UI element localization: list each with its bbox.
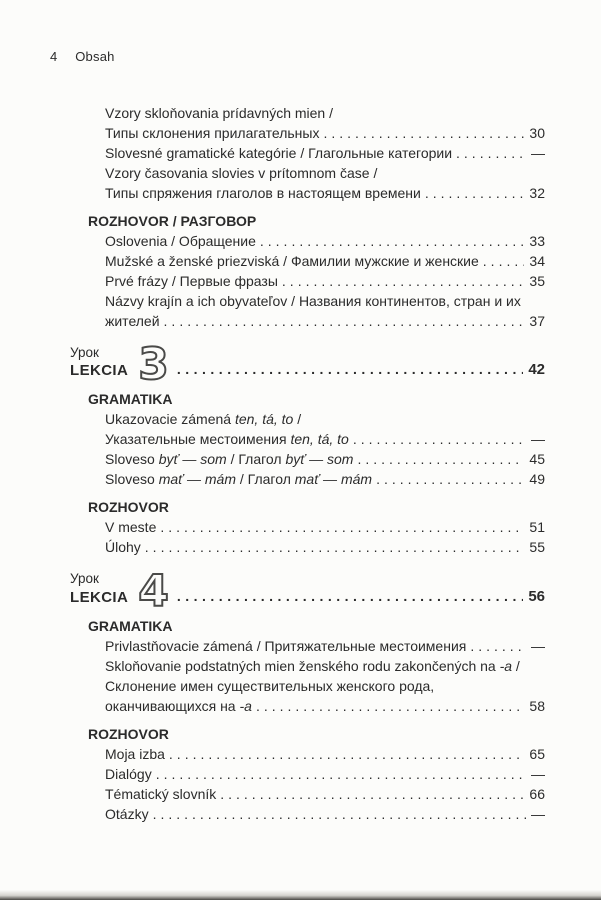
toc-entry-italic-text: byť — som <box>158 451 227 468</box>
toc-section-heading: ROZHOVOR <box>88 499 169 516</box>
toc-entry-segment: / Глагол <box>226 451 286 468</box>
toc-entry-italic-text: -a <box>499 657 513 674</box>
entry-page-number: 49 <box>529 471 545 488</box>
entry-page-number: 55 <box>529 539 545 556</box>
toc-entry-segment: Prvé frázy / Первые фразы <box>105 273 278 289</box>
toc-entry-segment: Privlastňovacie zámená / Притяжательные местоимения <box>105 637 467 654</box>
entry-page-number: 32 <box>529 185 545 201</box>
dotted-leader <box>353 429 526 449</box>
toc-entry-line <box>105 676 545 696</box>
dotted-leader <box>376 469 524 489</box>
toc-section-heading: GRAMATIKA <box>88 617 173 634</box>
dotted-leader <box>282 271 525 291</box>
toc-entry-line <box>105 311 545 331</box>
toc-entry-text <box>105 537 141 557</box>
toc-entry-segment: Типы склонения прилагательных <box>105 125 320 141</box>
dotted-leader <box>169 744 525 764</box>
toc-entry-line <box>105 784 545 804</box>
entry-page-number: — <box>531 145 545 161</box>
toc-entry-text <box>105 429 349 449</box>
lekcia-number: 3 <box>138 339 169 391</box>
toc-entry-text <box>105 291 521 311</box>
lekcia-heading-row <box>70 339 545 391</box>
toc-entry-line <box>105 291 545 311</box>
toc-entry-text <box>105 784 216 804</box>
lekcia-label-ru: Урок <box>70 571 99 587</box>
toc-entry-line <box>105 696 545 716</box>
toc-entry-segment: Vzory skloňovania prídavných mien / <box>105 105 333 121</box>
toc-entry-text <box>105 744 165 764</box>
toc-entry-line <box>105 183 545 203</box>
toc-entry-text <box>105 804 149 824</box>
lekcia-labels <box>70 570 128 606</box>
lekcia-label-sk: LEKCIA <box>70 362 129 380</box>
dotted-leader <box>177 586 523 607</box>
toc-entry-text <box>105 517 156 537</box>
toc-entry-segment: Ukazovacie zámená <box>105 411 235 428</box>
entry-page-number: 33 <box>529 233 545 249</box>
page-header <box>50 49 115 64</box>
toc-list <box>70 103 545 824</box>
toc-entry-segment: Типы спряжения глаголов в настоящем времени <box>105 185 421 201</box>
toc-entry-italic-text: -a <box>239 697 252 714</box>
toc-entry-line <box>105 409 545 429</box>
toc-entry-line <box>105 251 545 271</box>
toc-entry-line <box>105 656 545 676</box>
toc-entry-line <box>105 469 545 489</box>
dotted-leader <box>145 537 525 557</box>
toc-entry-segment: Názvy krajín a ich obyvateľov / Названия континентов, стран и их <box>105 293 521 309</box>
toc-entry-segment: / <box>293 411 302 428</box>
toc-entry-segment: Указательные местоимения <box>105 431 291 448</box>
toc-entry-line <box>105 163 545 183</box>
toc-entry-text <box>105 103 333 123</box>
toc-entry-text <box>105 764 152 784</box>
toc-entry-line <box>105 271 545 291</box>
dotted-leader <box>470 636 526 656</box>
lekcia-page-number: 42 <box>528 361 545 379</box>
toc-entry-line <box>105 231 545 251</box>
toc-entry-text <box>105 143 452 163</box>
toc-entry-segment: Otázky <box>105 805 149 822</box>
entry-page-number: — <box>531 765 545 782</box>
page-bottom-edge <box>0 890 601 900</box>
lekcia-number: 4 <box>138 565 169 617</box>
entry-page-number: 35 <box>529 273 545 289</box>
dotted-leader <box>357 449 524 469</box>
toc-entry-text <box>105 163 377 183</box>
toc-entry-line <box>105 143 545 163</box>
toc-entry-italic-text: ten, tá, to <box>290 431 349 448</box>
toc-entry-text <box>105 271 278 291</box>
dotted-leader <box>456 143 526 163</box>
toc-entry-segment: Sloveso <box>105 451 159 468</box>
entry-page-number: 66 <box>529 785 545 802</box>
toc-entry-italic-text: mať — mám <box>158 471 236 488</box>
toc-entry-line <box>105 103 545 123</box>
toc-entry-segment: Склонение имен существительных женского рода, <box>105 677 435 694</box>
toc-entry-segment: Oslovenia / Обращение <box>105 233 256 249</box>
toc-entry-text <box>105 311 160 331</box>
toc-entry-text <box>105 231 256 251</box>
lekcia-page-number: 56 <box>528 587 545 605</box>
toc-entry-text <box>105 449 353 469</box>
dotted-leader <box>323 123 524 143</box>
dotted-leader <box>164 311 525 331</box>
toc-entry-text <box>105 656 520 676</box>
dotted-leader <box>153 804 526 824</box>
toc-entry-line <box>105 123 545 143</box>
toc-entry-line <box>105 449 545 469</box>
toc-entry-text <box>105 183 421 203</box>
entry-page-number: 51 <box>529 519 545 536</box>
toc-entry-text <box>105 469 372 489</box>
toc-entry-line <box>105 429 545 449</box>
dotted-leader <box>425 183 525 203</box>
toc-entry-segment: Mužské a ženské priezviská / Фамилии мужские и женские <box>105 253 479 269</box>
entry-page-number: — <box>531 637 545 654</box>
entry-page-number: 30 <box>529 125 545 141</box>
dotted-leader <box>156 764 526 784</box>
toc-entry-line <box>105 517 545 537</box>
dotted-leader <box>483 251 525 271</box>
lekcia-label-ru: Урок <box>70 345 99 360</box>
entry-page-number: 37 <box>529 313 545 329</box>
toc-entry-segment: жителей <box>105 313 160 329</box>
lekcia-heading-row <box>70 565 545 617</box>
toc-entry-segment: Slovesné gramatické kategórie / Глагольные категории <box>105 145 453 161</box>
toc-section-heading: ROZHOVOR / РАЗГОВОР <box>88 213 257 229</box>
toc-entry-italic-text: byť — som <box>285 451 354 468</box>
toc-entry-line <box>105 744 545 764</box>
toc-entry-segment: оканчивающихся на <box>105 697 240 714</box>
toc-entry-line <box>105 764 545 784</box>
toc-entry-segment: Moja izba <box>105 745 165 762</box>
toc-entry-italic-text: ten, tá, to <box>234 411 294 428</box>
toc-entry-line <box>105 636 545 656</box>
dotted-leader <box>256 696 524 716</box>
page-header-title: Obsah <box>75 49 115 64</box>
toc-entry-text <box>105 636 466 656</box>
toc-entry-segment: V meste <box>105 519 157 536</box>
entry-page-number: 65 <box>529 745 545 762</box>
toc-entry-segment: Dialógy <box>105 765 152 782</box>
toc-section-heading: ROZHOVOR <box>88 725 169 742</box>
entry-page-number: 34 <box>529 253 545 269</box>
toc-entry-text <box>105 123 319 143</box>
toc-entry-line <box>105 804 545 824</box>
toc-entry-line <box>105 537 545 557</box>
toc-section-heading: GRAMATIKA <box>88 391 173 408</box>
toc-entry-text <box>105 251 479 271</box>
toc-entry-text <box>105 696 252 716</box>
toc-entry-italic-text: mať — mám <box>294 471 373 488</box>
toc-entry-segment: Úlohy <box>105 539 141 556</box>
toc-entry-segment: Sloveso <box>105 471 159 488</box>
toc-entry-segment: Skloňovanie podstatných mien ženského rodu zakončených na <box>105 657 500 674</box>
lekcia-labels <box>70 344 128 380</box>
dotted-leader <box>160 517 524 537</box>
toc-entry-segment: / Глагол <box>236 471 295 488</box>
entry-page-number: 45 <box>529 451 545 468</box>
toc-entry-segment: Tématický slovník <box>105 785 217 802</box>
dotted-leader <box>220 784 524 804</box>
dotted-leader <box>260 231 525 251</box>
toc-entry-text <box>105 676 434 696</box>
entry-page-number: 58 <box>529 697 545 714</box>
entry-page-number: — <box>531 805 545 822</box>
folio-page-number: 4 <box>50 49 58 64</box>
toc-entry-text <box>105 409 301 429</box>
lekcia-label-sk: LEKCIA <box>70 588 129 606</box>
dotted-leader <box>177 359 523 380</box>
toc-entry-segment: Vzory časovania slovies v prítomnom čase / <box>105 165 378 181</box>
entry-page-number: — <box>531 431 545 448</box>
toc-entry-segment: / <box>512 657 520 674</box>
